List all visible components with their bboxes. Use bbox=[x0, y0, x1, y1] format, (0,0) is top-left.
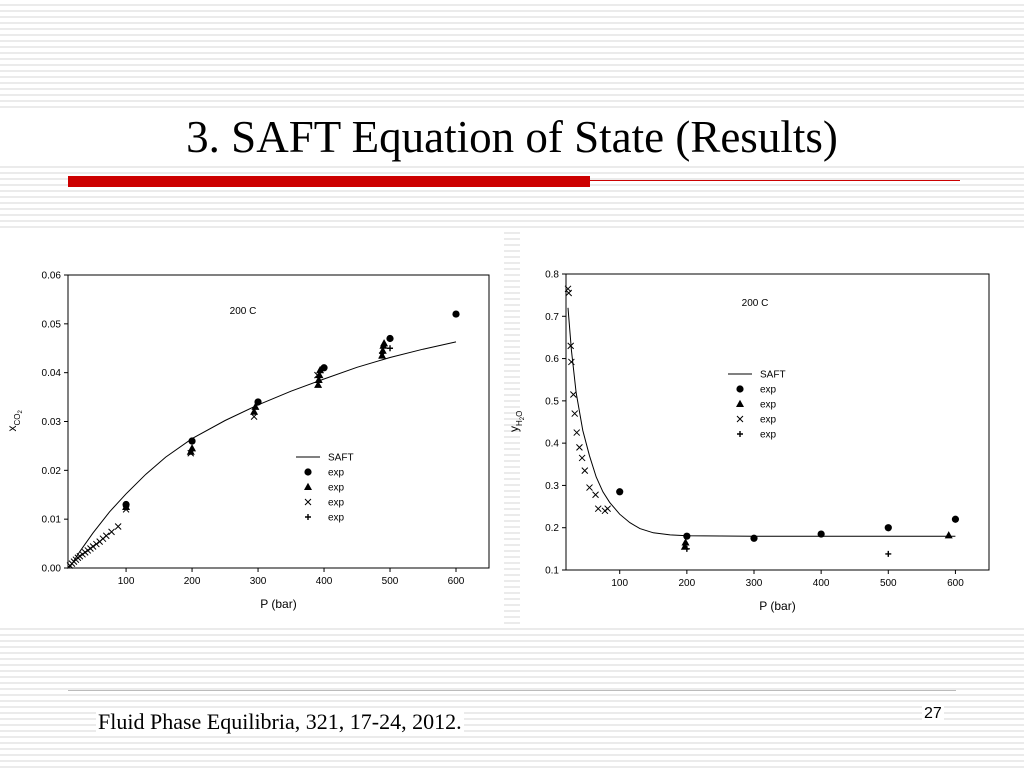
data-point-x bbox=[90, 544, 96, 550]
data-point-circle bbox=[683, 533, 690, 540]
data-point-circle bbox=[885, 524, 892, 531]
legend bbox=[728, 370, 786, 441]
x-tick-label: 100 bbox=[611, 578, 629, 589]
data-point-triangle bbox=[945, 531, 953, 538]
y-axis-label bbox=[5, 410, 24, 432]
chart-panel-co2 bbox=[0, 232, 504, 626]
chart-h2o-vapor-fraction bbox=[507, 232, 1024, 626]
x-tick-label: 300 bbox=[249, 576, 267, 587]
plot-frame bbox=[566, 274, 989, 570]
legend-label: exp bbox=[328, 497, 345, 509]
y-tick-label: 0.04 bbox=[41, 368, 61, 380]
data-point-x bbox=[576, 444, 582, 450]
temperature-annotation: 200 C bbox=[229, 306, 257, 317]
data-point-x bbox=[593, 492, 599, 498]
y-label-main: x bbox=[5, 425, 19, 432]
y-label-sub: H bbox=[515, 420, 524, 426]
legend-marker-x bbox=[305, 499, 311, 505]
temperature-annotation: 200 C bbox=[741, 298, 769, 309]
legend-label: exp bbox=[760, 414, 777, 426]
y-tick-label: 0.3 bbox=[545, 480, 559, 492]
series-3-x bbox=[565, 286, 611, 514]
y-tick-label: 0.03 bbox=[41, 417, 61, 428]
title-underline-rule bbox=[590, 180, 960, 181]
x-tick-label: 200 bbox=[183, 576, 201, 587]
data-point-triangle bbox=[380, 339, 388, 346]
legend-label: exp bbox=[760, 399, 777, 411]
legend-label: exp bbox=[760, 429, 777, 441]
data-point-x bbox=[570, 392, 576, 398]
data-point-x bbox=[574, 430, 580, 436]
legend-marker-circle bbox=[736, 385, 743, 392]
x-tick-label: 200 bbox=[678, 578, 696, 589]
y-label-main: y bbox=[507, 426, 521, 432]
data-point-x bbox=[103, 533, 109, 539]
y-tick-label: 0.06 bbox=[41, 270, 61, 282]
data-point-x bbox=[572, 411, 578, 417]
y-tick-label: 0.8 bbox=[545, 269, 559, 281]
y-tick-label: 0.7 bbox=[545, 311, 559, 323]
data-point-x bbox=[587, 485, 593, 491]
x-axis-label: P (bar) bbox=[759, 599, 796, 613]
slide-title: 3. SAFT Equation of State (Results) bbox=[0, 108, 1024, 166]
legend-label: exp bbox=[760, 384, 777, 396]
y-tick-label: 0.02 bbox=[41, 465, 61, 477]
y-tick-label: 0.1 bbox=[545, 565, 559, 577]
y-tick-label: 0.00 bbox=[41, 563, 61, 575]
data-point-x bbox=[568, 359, 574, 365]
data-point-x bbox=[579, 455, 585, 461]
data-point-plus bbox=[885, 551, 891, 557]
data-point-circle bbox=[616, 488, 623, 495]
data-point-circle bbox=[818, 530, 825, 537]
chart-co2-solubility bbox=[0, 232, 504, 626]
data-point-x bbox=[595, 506, 601, 512]
y-tick-label: 0.4 bbox=[545, 438, 559, 450]
data-point-x bbox=[115, 523, 121, 529]
y-tick-label: 0.01 bbox=[41, 514, 61, 526]
y-label-tail: O bbox=[515, 410, 524, 417]
data-point-circle bbox=[452, 310, 459, 317]
page-number: 27 bbox=[924, 705, 942, 722]
legend-label: SAFT bbox=[328, 452, 354, 464]
series-0-line bbox=[69, 342, 456, 568]
footer-rule bbox=[68, 690, 956, 691]
x-tick-label: 100 bbox=[117, 576, 135, 587]
title-underline-accent bbox=[68, 176, 590, 187]
data-point-x bbox=[93, 541, 99, 547]
data-point-circle bbox=[386, 335, 393, 342]
legend-marker-plus bbox=[305, 514, 311, 520]
legend-label: exp bbox=[328, 512, 345, 524]
y-tick-label: 0.2 bbox=[545, 523, 559, 535]
x-tick-label: 500 bbox=[381, 576, 399, 587]
x-tick-label: 500 bbox=[879, 578, 897, 589]
data-point-x bbox=[109, 529, 115, 535]
data-point-circle bbox=[952, 516, 959, 523]
y-label-subsub: 2 bbox=[520, 416, 526, 421]
x-tick-label: 600 bbox=[947, 578, 964, 589]
data-point-circle bbox=[750, 535, 757, 542]
citation: Fluid Phase Equilibria, 321, 17-24, 2012. bbox=[98, 709, 462, 734]
chart-panel-h2o bbox=[507, 232, 1024, 626]
legend-label: SAFT bbox=[760, 369, 786, 381]
y-label-sub: CO bbox=[13, 413, 22, 426]
legend-marker-triangle bbox=[736, 400, 744, 407]
y-axis-label bbox=[507, 411, 526, 432]
series-4-plus bbox=[684, 546, 891, 557]
series-1-circle bbox=[122, 310, 459, 508]
plot-frame bbox=[68, 275, 489, 568]
data-point-x bbox=[566, 290, 572, 296]
series-2-triangle bbox=[681, 531, 953, 550]
data-point-triangle bbox=[188, 444, 196, 451]
x-tick-label: 400 bbox=[812, 578, 830, 589]
y-tick-label: 0.6 bbox=[545, 354, 559, 366]
x-tick-label: 600 bbox=[447, 576, 465, 587]
legend-label: exp bbox=[328, 467, 345, 479]
x-tick-label: 400 bbox=[315, 576, 333, 587]
y-tick-label: 0.5 bbox=[545, 396, 559, 408]
y-label-subsub: 2 bbox=[18, 410, 24, 414]
series-2-triangle bbox=[122, 339, 388, 510]
x-tick-label: 300 bbox=[745, 578, 763, 589]
series-1-circle bbox=[616, 488, 959, 542]
y-tick-label: 0.05 bbox=[41, 319, 61, 331]
legend-marker-triangle bbox=[304, 483, 312, 490]
data-point-x bbox=[605, 506, 611, 512]
data-point-circle bbox=[188, 437, 195, 444]
legend-marker-plus bbox=[737, 431, 743, 437]
data-point-x bbox=[582, 468, 588, 474]
x-axis-label: P (bar) bbox=[260, 597, 297, 611]
saft-curve bbox=[69, 342, 456, 568]
legend bbox=[296, 453, 354, 524]
legend-marker-x bbox=[737, 416, 743, 422]
legend-marker-circle bbox=[304, 468, 311, 475]
legend-label: exp bbox=[328, 482, 345, 494]
